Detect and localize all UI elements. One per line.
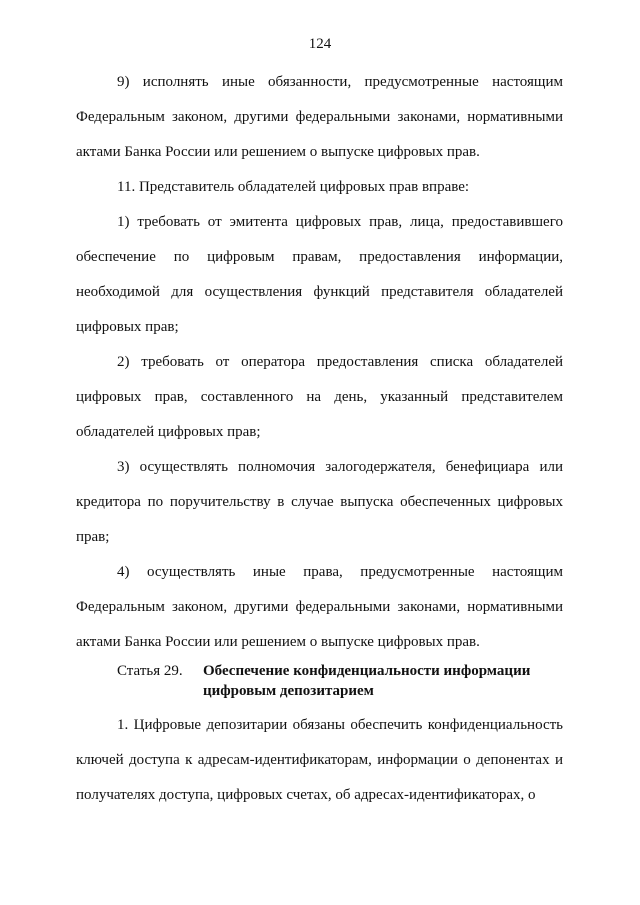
page-number: 124: [308, 36, 332, 52]
article-29-paragraph-1: 1. Цифровые депозитарии обязаны обеспечить конфиденциальность ключей доступа к адресам-идентификаторам, информации о депонентах и получателях доступа, цифровых счетах, об адресах-идентификаторах, о: [76, 717, 563, 803]
paragraph-item-3-pledgee-powers: 3) осуществлять полномочия залогодержателя, бенефициара или кредитора по поручительству в случае выпуска обеспеченных цифровых прав;: [76, 459, 563, 545]
article-title: Обеспечение конфиденциальности информации цифровым депозитарием: [203, 663, 531, 699]
paragraph-item-1-require-information: 1) требовать от эмитента цифровых прав, лица, предоставившего обеспечение по цифровым правам, предоставления информации, необходимой для осуществления функций представителя обладателей цифровых прав;: [76, 214, 563, 335]
paragraph-11-representative-rights: 11. Представитель обладателей цифровых прав вправе:: [117, 179, 470, 195]
paragraph-item-2-require-list: 2) требовать от оператора предоставления списка обладателей цифровых прав, составленного на день, указанный представителем обладателей цифровых прав;: [76, 354, 563, 440]
paragraph-item-4-other-rights: 4) осуществлять иные права, предусмотренные настоящим Федеральным законом, другими федеральными законами, нормативными актами Банка России или решением о выпуске цифровых прав.: [76, 564, 563, 650]
article-label: Статья 29.: [117, 663, 183, 679]
paragraph-item-9-obligations: 9) исполнять иные обязанности, предусмотренные настоящим Федеральным законом, другими федеральными законами, нормативными актами Банка России или решением о выпуске цифровых прав.: [76, 74, 563, 160]
